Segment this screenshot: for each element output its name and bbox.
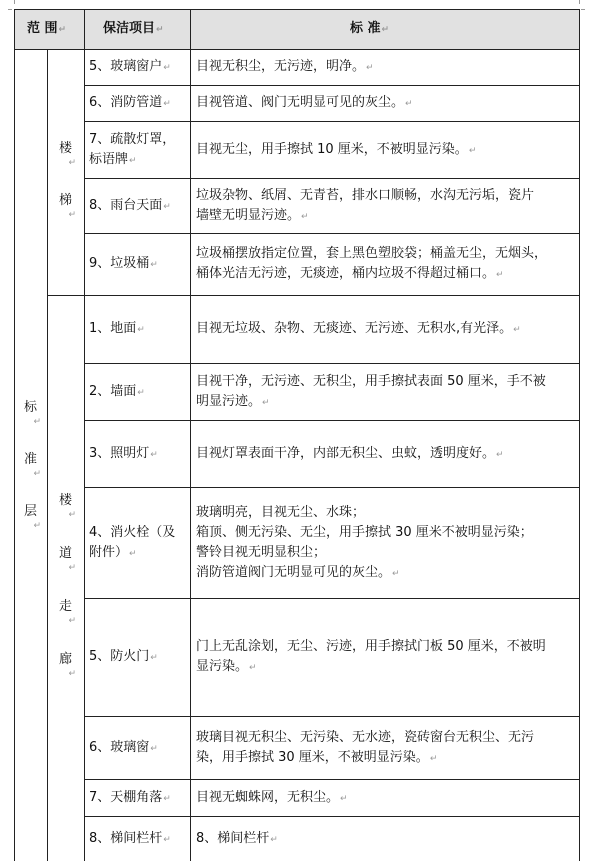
scope-corridor-char: 楼 (58, 492, 72, 508)
standard-cell-line-text: 目视灯罩表面干净，内部无积尘、虫蚊，透明度好。 (196, 445, 496, 461)
paragraph-mark: ↵ (68, 562, 77, 573)
standard-cell-line (196, 264, 504, 285)
item-cell-line-text: 6、玻璃窗 (89, 739, 150, 755)
item-cell-line-text: 8、梯间栏杆 (89, 830, 163, 846)
standard-cell-line-text: 墙壁无明显污迹。 (196, 207, 301, 223)
item-cell-line (89, 57, 171, 78)
item-cell-line-text: 7、疏散灯罩， (89, 131, 176, 147)
standard-cell-line (196, 93, 413, 114)
margin-tick (579, 0, 580, 4)
row-divider (84, 363, 579, 364)
row-divider (84, 779, 579, 780)
paragraph-mark: ↵ (270, 834, 278, 845)
standard-cell-line (196, 140, 476, 161)
scope-outer-char: 准 (23, 452, 37, 467)
standard-cell-line-text: 8、梯间栏杆 (196, 830, 270, 846)
standard-cell-line (196, 503, 365, 523)
paragraph-mark: ↵ (156, 25, 164, 35)
paragraph-mark: ↵ (68, 615, 77, 626)
margin-tick (581, 9, 585, 10)
item-cell-line-text: 5、玻璃窗户 (89, 59, 163, 74)
item-cell-line (89, 254, 158, 275)
row-divider (84, 598, 579, 599)
paragraph-mark: ↵ (68, 158, 77, 168)
item-cell-line (89, 150, 137, 171)
item-cell-line-text: 6、消防管道 (89, 95, 163, 110)
item-cell-line (89, 543, 137, 564)
paragraph-mark: ↵ (129, 548, 137, 559)
standard-cell-line (196, 657, 257, 678)
paragraph-mark: ↵ (68, 509, 77, 520)
standard-cell-line (196, 57, 374, 78)
item-cell-line-text: 8、雨台天面 (89, 197, 163, 213)
paragraph-mark: ↵ (301, 211, 309, 222)
standard-cell-line-text: 玻璃明亮，目视无尘、水珠； (196, 504, 366, 520)
margin-tick (8, 9, 12, 10)
header-standard (350, 19, 389, 40)
row-divider (84, 178, 579, 179)
standard-cell-line-text: 消防管道阀门无明显可见的灰尘。 (196, 564, 392, 580)
row-divider (84, 487, 579, 488)
item-cell-line (89, 130, 175, 150)
row-divider (84, 233, 579, 234)
item-cell-line-text: 4、消火栓（及 (89, 524, 176, 540)
paragraph-mark: ↵ (68, 210, 77, 220)
item-cell-line (89, 319, 145, 340)
item-cell-line-text: 1、地面 (89, 321, 137, 336)
paragraph-mark: ↵ (163, 99, 171, 109)
paragraph-mark: ↵ (262, 397, 270, 408)
item-cell-line-text: 7、天棚角落 (89, 789, 163, 805)
header-bottom-border (14, 49, 579, 50)
column-divider (47, 49, 48, 861)
item-cell-line-text: 9、垃圾桶 (89, 256, 150, 271)
standard-cell-line-text: 桶体光洁无污迹，无痰迹，桶内垃圾不得超过桶口。 (196, 266, 496, 281)
header-scope-text: 范 围 (27, 21, 58, 36)
standard-cell-line (196, 372, 546, 392)
item-cell-line-text: 2、墙面 (89, 383, 137, 399)
header-item (103, 19, 164, 40)
paragraph-mark: ↵ (496, 270, 504, 280)
item-cell-line-text: 附件） (89, 544, 129, 560)
item-cell-line (89, 738, 158, 759)
row-divider (84, 85, 579, 86)
scope-outer-char: 层 (23, 504, 37, 519)
paragraph-mark: ↵ (163, 63, 171, 73)
standard-cell-line (196, 728, 534, 748)
standard-cell-line (196, 319, 521, 340)
item-cell-line (89, 93, 171, 114)
paragraph-mark: ↵ (68, 668, 77, 679)
table-border-right (579, 9, 580, 861)
paragraph-mark: ↵ (33, 521, 42, 531)
standard-cell-line (196, 523, 533, 543)
standard-cell-line-text: 染，用手擦拭 30 厘米，不被明显污染。 (196, 749, 429, 765)
paragraph-mark: ↵ (150, 260, 158, 270)
paragraph-mark: ↵ (33, 469, 42, 479)
paragraph-mark: ↵ (392, 568, 400, 579)
table-border-left (14, 9, 15, 861)
row-divider (84, 716, 579, 717)
standard-cell-line (196, 788, 348, 809)
standard-cell-line-text: 目视干净，无污迹、无积尘，用手擦拭表面 50 厘米，手不被 (196, 373, 546, 389)
paragraph-mark: ↵ (468, 145, 477, 156)
column-divider (190, 9, 191, 861)
paragraph-mark: ↵ (33, 417, 42, 427)
scope-corridor-char: 廊 (58, 651, 72, 667)
paragraph-mark: ↵ (249, 663, 257, 673)
item-cell-line-text: 3、照明灯 (89, 445, 150, 461)
standard-cell-line-text: 警铃目视无明显积尘； (196, 544, 327, 560)
margin-tick (14, 0, 15, 4)
paragraph-mark: ↵ (137, 325, 145, 335)
item-cell-line-text: 5、防火门 (89, 649, 150, 664)
standard-cell-line-text: 明显污迹。 (196, 393, 262, 409)
standard-cell-line (196, 186, 534, 206)
standard-cell-line-text: 目视无积尘，无污迹，明净。 (196, 59, 366, 74)
item-cell-line (89, 444, 158, 465)
paragraph-mark: ↵ (163, 201, 171, 212)
standard-cell-line (196, 206, 309, 227)
paragraph-mark: ↵ (405, 99, 413, 109)
header-scope (27, 19, 66, 40)
standard-cell-line (196, 829, 278, 850)
scope-corridor-char: 道 (58, 545, 72, 561)
standard-cell-line (196, 444, 504, 465)
scope-outer-char: 标 (23, 400, 37, 415)
paragraph-mark: ↵ (513, 325, 521, 335)
standard-cell-line-text: 垃圾杂物、纸屑、无青苔，排水口顺畅，水沟无污垢，瓷片 (196, 187, 535, 203)
paragraph-mark: ↵ (163, 834, 171, 845)
standard-cell-line-text: 目视无蜘蛛网，无积尘。 (196, 789, 340, 805)
item-cell-line-text: 标语牌 (89, 151, 129, 167)
paragraph-mark: ↵ (381, 25, 390, 35)
paragraph-mark: ↵ (150, 449, 158, 460)
standard-cell-line-text: 箱顶、侧无污染、无尘，用手擦拭 30 厘米不被明显污染； (196, 524, 533, 540)
row-divider (84, 420, 579, 421)
item-cell-line (89, 523, 175, 543)
item-cell-line (89, 196, 171, 217)
row-divider (47, 295, 579, 296)
item-cell-line (89, 829, 171, 850)
standard-cell-line-text: 垃圾桶摆放指定位置，套上黑色塑胶袋；桶盖无尘，无烟头， (196, 246, 548, 261)
paragraph-mark: ↵ (366, 63, 374, 73)
standard-cell-line (196, 748, 437, 769)
row-divider (84, 816, 579, 817)
standard-cell-line-text: 门上无乱涂划，无尘、污迹，用手擦拭门板 50 厘米，不被明 (196, 639, 546, 654)
scope-stairs-char: 梯 (58, 193, 72, 208)
item-cell-line (89, 788, 171, 809)
standard-cell-line-text: 目视无尘，用手擦拭 10 厘米，不被明显污染。 (196, 141, 468, 157)
paragraph-mark: ↵ (340, 793, 348, 804)
standard-cell-line (196, 392, 270, 413)
item-cell-line (89, 382, 145, 403)
row-divider (84, 121, 579, 122)
standard-cell-line-text: 显污染。 (196, 659, 249, 674)
paragraph-mark: ↵ (496, 449, 504, 460)
paragraph-mark: ↵ (163, 793, 171, 804)
paragraph-mark: ↵ (150, 653, 158, 663)
standard-cell-line (196, 563, 400, 584)
standard-cell-line (196, 244, 547, 264)
standard-cell-line-text: 目视管道、阀门无明显可见的灰尘。 (196, 95, 405, 110)
standard-cell-line (196, 637, 546, 657)
paragraph-mark: ↵ (137, 387, 145, 398)
standard-cell-line-text: 玻璃目视无积尘、无污染、无水迹，瓷砖窗台无积尘、无污 (196, 729, 535, 745)
standard-cell-line-text: 目视无垃圾、杂物、无痰迹、无污迹、无积水,有光泽。 (196, 321, 513, 336)
scope-corridor-char: 走 (58, 598, 72, 614)
paragraph-mark: ↵ (150, 743, 158, 754)
paragraph-mark: ↵ (58, 25, 67, 35)
column-divider (84, 9, 85, 861)
table-border-top (14, 9, 579, 10)
paragraph-mark: ↵ (129, 155, 137, 166)
header-background (14, 9, 579, 49)
item-cell-line (89, 647, 158, 668)
scope-stairs-char: 楼 (58, 141, 72, 156)
header-standard-text: 标 准 (350, 21, 381, 36)
paragraph-mark: ↵ (429, 753, 438, 764)
standard-cell-line (196, 543, 326, 563)
header-item-text: 保洁项目 (103, 21, 156, 36)
